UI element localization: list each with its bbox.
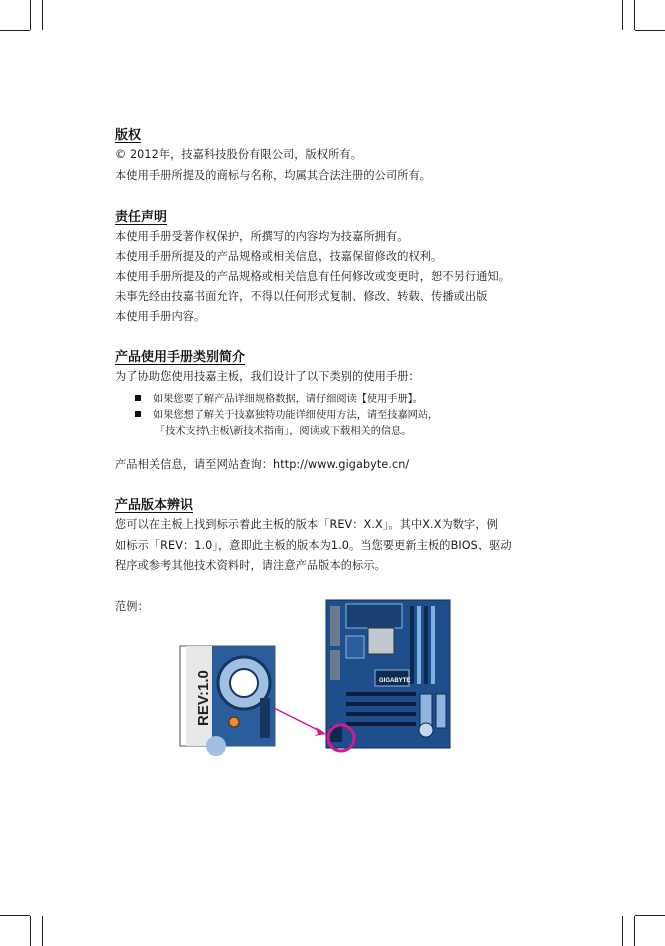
disclaimer-line: 本使用手册所提及的产品规格或相关信息有任何修改或变更时，恕不另行通知。: [115, 270, 511, 283]
crop-mark: [635, 915, 665, 916]
disclaimer-line: 本使用手册受著作权保护，所撰写的内容均为技嘉所拥有。: [115, 230, 409, 243]
crop-mark: [634, 0, 635, 30]
manual-bullet-text: 如果您想了解关于技嘉独特功能详细使用方法，请至技嘉网站，: [153, 410, 439, 421]
crop-mark: [635, 30, 665, 31]
copyright-line: © 2012年，技嘉科技股份有限公司，版权所有。: [115, 148, 362, 161]
crop-mark: [634, 916, 635, 946]
disclaimer-line: 本使用手册所提及的产品规格或相关信息，技嘉保留修改的权利。: [115, 250, 443, 263]
revision-line: 程序或参考其他技术资料时，请注意产品版本的标示。: [115, 559, 386, 572]
example-label: 范例：: [115, 600, 149, 613]
manual-bullet: [135, 390, 423, 405]
disclaimer-line: 本使用手册内容。: [115, 310, 206, 323]
manual-bullet-text: 如果您要了解产品详细规格数据，请仔细阅读【使用手册】。: [153, 394, 423, 405]
manual-bullet: [135, 406, 438, 421]
crop-mark: [622, 916, 623, 946]
revision-line: 如标示「REV：1.0」，意即此主板的版本为1.0。当您要更新主板的BIOS、驱动: [115, 539, 512, 552]
crop-mark: [42, 0, 43, 30]
crop-mark: [0, 30, 30, 31]
bullet-square-icon: [135, 411, 141, 417]
revision-example-figure: [170, 598, 460, 760]
rev-label: REV:1.0: [195, 670, 212, 726]
zoom-inset: [180, 646, 275, 756]
manual-types-intro: 为了协助您使用技嘉主板，我们设计了以下类别的使用手册：: [115, 370, 420, 383]
bullet-square-icon: [135, 395, 141, 401]
crop-mark: [0, 915, 30, 916]
disclaimer-heading: 责任声明: [115, 210, 168, 225]
pointer-arrow: [274, 708, 322, 732]
manual-bullet-continuation: 「技术支持\主板\新技术指南」，阅读或下载相关的信息。: [155, 426, 412, 437]
cpu-socket: [368, 628, 394, 654]
manual-types-heading: 产品使用手册类别简介: [115, 350, 246, 365]
crop-mark: [42, 916, 43, 946]
revision-heading: 产品版本辨识: [115, 498, 194, 513]
website-line: 产品相关信息，请至网站查询：http://www.gigabyte.cn/: [115, 458, 410, 471]
copyright-heading: 版权: [115, 128, 142, 143]
disclaimer-line: 未事先经由技嘉书面允许，不得以任何形式复制、修改、转载、传播或出版: [115, 290, 488, 303]
copyright-line: 本使用手册所提及的商标与名称，均属其合法注册的公司所有。: [115, 169, 432, 182]
board-brand: GIGABYTE: [379, 678, 411, 684]
revision-line: 您可以在主板上找到标示着此主板的版本「REV：X.X」。其中X.X为数字，例: [115, 518, 498, 531]
crop-mark: [30, 0, 31, 30]
crop-mark: [622, 0, 623, 30]
crop-mark: [30, 916, 31, 946]
